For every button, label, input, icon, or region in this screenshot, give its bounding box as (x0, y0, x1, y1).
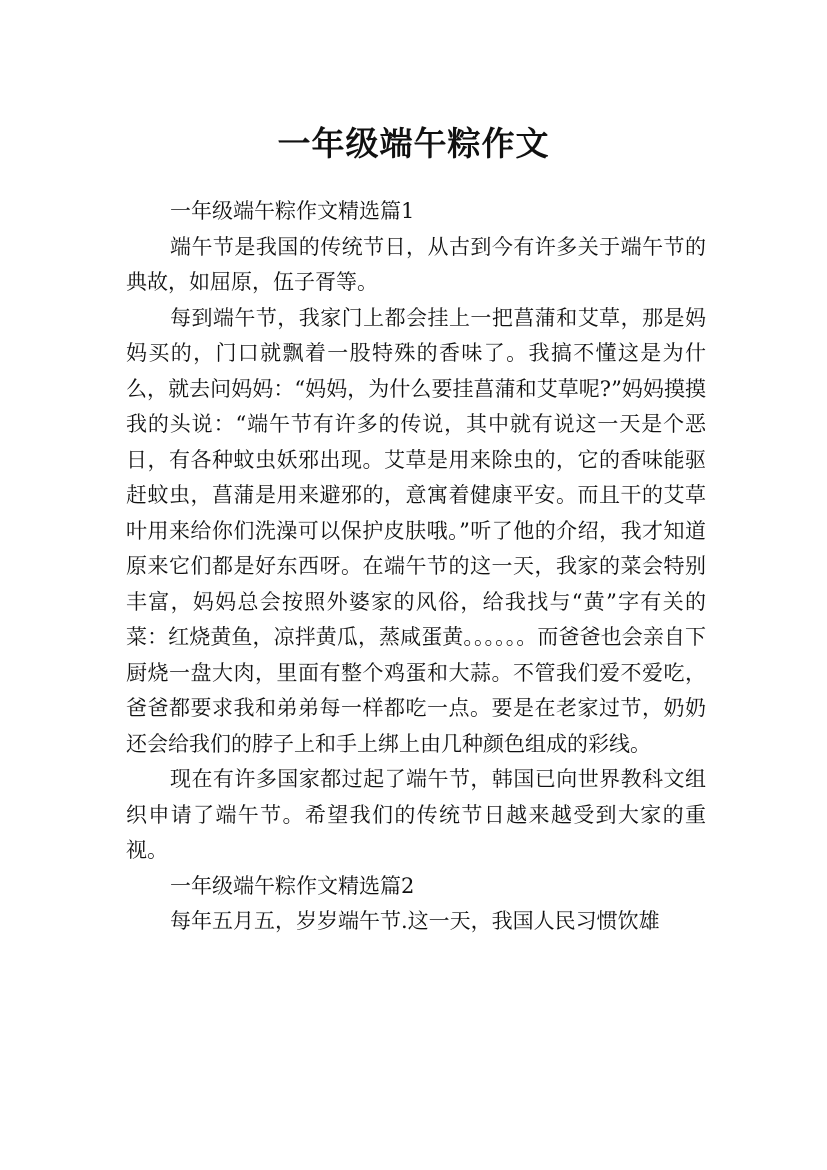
paragraph-4: 每年五月五，岁岁端午节.这一天，我国人民习惯饮雄 (170, 909, 660, 933)
paragraph-2: 每到端午节，我家门上都会挂上一把菖蒲和艾草，那是妈妈买的，门口就飘着一股特殊的香味了。我搞不懂这是为什么，就去问妈妈：“妈妈，为什么要挂菖蒲和艾草呢?”妈妈摸摸我的头说：“端午节有许多的传说，其中就有说这一天是个恶日，有各种蚊虫妖邪出现。艾草是用来除虫的，它的香味能驱赶蚊虫，菖蒲是用来避邪的，意寓着健康平安。而且干的艾草叶用来给你们洗澡可以保护皮肤哦。”听了他的介绍，我才知道原来它们都是好东西呀。在端午节的这一天，我家的菜会特别丰富，妈妈总会按照外婆家的风俗，给我找与“黄”字有关的菜：红烧黄鱼，凉拌黄瓜，蒸咸蛋黄。。。。。。而爸爸也会亲自下厨烧一盘大肉，里面有整个鸡蛋和大蒜。不管我们爱不爱吃，爸爸都要求我和弟弟每一样都吃一点。要是在老家过节，奶奶还会给我们的脖子上和手上绑上由几种颜色组成的彩线。 (126, 305, 706, 756)
paragraph-3: 现在有许多国家都过起了端午节，韩国已向世界教科文组织申请了端午节。希望我们的传统节日越来越受到大家的重视。 (126, 767, 706, 862)
section-heading-1: 一年级端午粽作文精选篇1 (170, 199, 415, 223)
document-title: 一年级端午粽作文 (277, 124, 550, 164)
document-body (126, 194, 706, 940)
section-heading-2: 一年级端午粽作文精选篇2 (170, 873, 415, 898)
paragraph-1: 端午节是我国的传统节日，从古到今有许多关于端午节的典故，如屈原，伍子胥等。 (126, 234, 706, 294)
